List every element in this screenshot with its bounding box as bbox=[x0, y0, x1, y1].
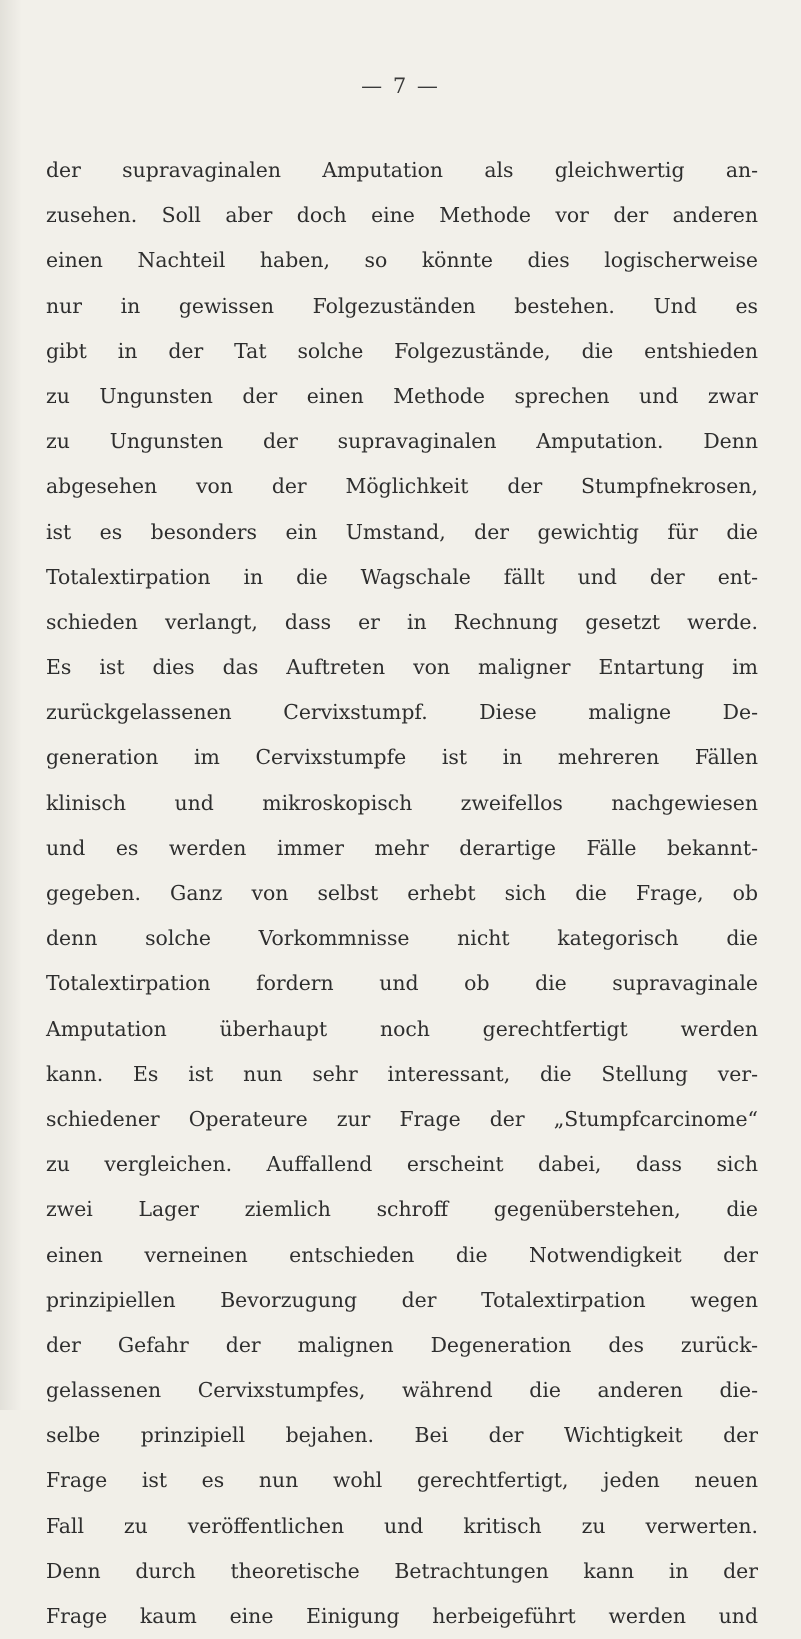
text-line: einen verneinen entschieden die Notwendigkeit der bbox=[46, 1242, 758, 1267]
text-line: Es ist dies das Auftreten von maligner Entartung im bbox=[46, 655, 758, 680]
text-line: zu Ungunsten der einen Methode sprechen und zwar bbox=[46, 383, 758, 408]
text-line: zurückgelassenen Cervixstumpf. Diese maligne De- bbox=[46, 700, 758, 725]
text-line: Denn durch theoretische Betrachtungen kann in der bbox=[46, 1558, 758, 1583]
text-line: abgesehen von der Möglichkeit der Stumpfnekrosen, bbox=[46, 474, 758, 499]
text-line: schiedener Operateure zur Frage der „Stumpfcarcinome“ bbox=[46, 1106, 758, 1131]
text-line: gegeben. Ganz von selbst erhebt sich die Frage, ob bbox=[46, 881, 758, 905]
text-line: einen Nachteil haben, so könnte dies logischerweise bbox=[46, 248, 758, 273]
body-text bbox=[46, 148, 758, 1639]
text-line: zu vergleichen. Auffallend erscheint dabei, dass sich bbox=[46, 1152, 758, 1177]
text-line: Amputation überhaupt noch gerechtfertigt werden bbox=[46, 1016, 758, 1041]
text-line: der Gefahr der malignen Degeneration des zurück- bbox=[46, 1332, 758, 1357]
text-line: schieden verlangt, dass er in Rechnung gesetzt werde. bbox=[46, 609, 758, 634]
page-number: — 7 — bbox=[361, 74, 440, 98]
text-line: gelassenen Cervixstumpfes, während die anderen die- bbox=[46, 1378, 758, 1403]
text-line: generation im Cervixstumpfe ist in mehreren Fällen bbox=[46, 745, 758, 770]
text-line: zwei Lager ziemlich schroff gegenüberstehen, die bbox=[46, 1197, 758, 1222]
text-line: der supravaginalen Amputation als gleichwertig an- bbox=[46, 158, 758, 182]
text-line: klinisch und mikroskopisch zweifellos nachgewiesen bbox=[46, 790, 758, 815]
text-line: gibt in der Tat solche Folgezustände, die entshieden bbox=[46, 338, 758, 363]
text-line: zu Ungunsten der supravaginalen Amputation. Denn bbox=[46, 429, 758, 454]
text-line: Totalextirpation in die Wagschale fällt und der ent- bbox=[46, 564, 758, 589]
text-line: nur in gewissen Folgezuständen bestehen. Und es bbox=[46, 293, 758, 318]
text-line: Totalextirpation fordern und ob die supravaginale bbox=[46, 971, 758, 996]
text-line: zusehen. Soll aber doch eine Methode vor der anderen bbox=[46, 203, 758, 228]
text-line: selbe prinzipiell bejahen. Bei der Wichtigkeit der bbox=[46, 1423, 758, 1448]
text-line: Frage kaum eine Einigung herbeigeführt werden und bbox=[46, 1604, 758, 1628]
text-line: denn solche Vorkommnisse nicht kategorisch die bbox=[46, 926, 758, 951]
text-line: Frage ist es nun wohl gerechtfertigt, jeden neuen bbox=[46, 1468, 758, 1493]
text-line: Fall zu veröffentlichen und kritisch zu verwerten. bbox=[46, 1513, 758, 1538]
text-line: und es werden immer mehr derartige Fälle bekannt- bbox=[46, 835, 758, 860]
text-line: ist es besonders ein Umstand, der gewichtig für die bbox=[46, 519, 758, 544]
text-line: kann. Es ist nun sehr interessant, die Stellung ver- bbox=[46, 1061, 758, 1086]
text-line: prinzipiellen Bevorzugung der Totalextirpation wegen bbox=[46, 1287, 758, 1312]
